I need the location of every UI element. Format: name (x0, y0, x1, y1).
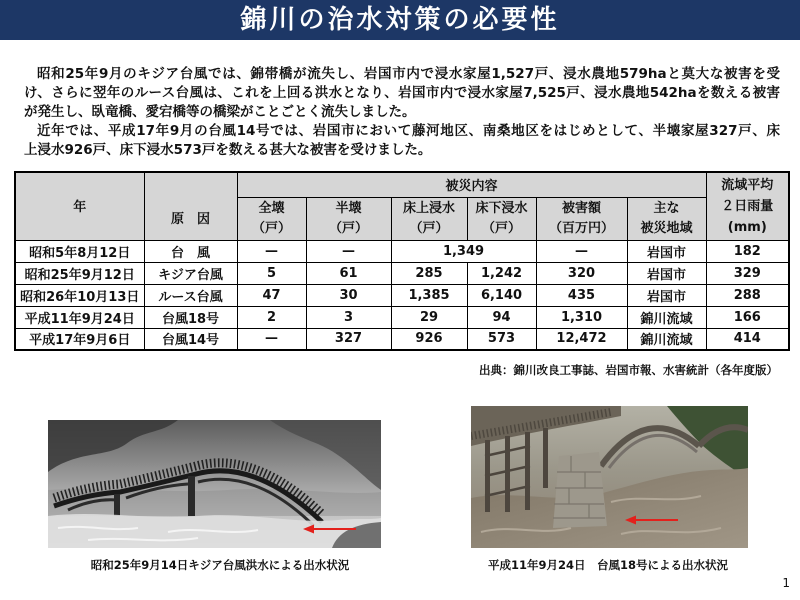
column-group-damage: 被災内容 (237, 172, 706, 197)
column-header-rainfall (706, 172, 789, 240)
intro-line: が発生し、臥竜橋、愛宕橋等の橋梁がことごとく流失しました。 (24, 104, 416, 120)
table-header-row (15, 172, 789, 197)
cell-date: 昭和26年10月13日 (15, 284, 144, 306)
cell-half-destroyed: 3 (306, 306, 391, 328)
cell-date: 平成17年9月6日 (15, 328, 144, 350)
table-row (15, 328, 789, 350)
source-note: 出典：錦川改良工事誌、岩国市報、水害統計（各年度版） (479, 363, 778, 377)
cell-area: 錦川流域 (627, 306, 706, 328)
column-header-cause: 原 因 (144, 172, 237, 240)
wooden-leg (505, 436, 510, 512)
stone-pier (553, 452, 607, 528)
cell-date: 昭和25年9月12日 (15, 262, 144, 284)
cell-half-destroyed: 61 (306, 262, 391, 284)
cell-area: 岩国市 (627, 262, 706, 284)
photo-caption: 昭和25年9月14日キジア台風洪水による出水状況 (90, 558, 350, 572)
intro-line: 上浸水926戸、床下浸水573戸を数える甚大な被害を受けました。 (24, 142, 432, 158)
cell-cause: 台 風 (144, 240, 237, 262)
column-label: 被害額 (561, 200, 601, 216)
page-number: 1 (782, 576, 790, 590)
photo-caption: 平成11年9月24日 台風18号による出水状況 (487, 558, 728, 572)
cell-above-floor: 926 (391, 328, 467, 350)
flood-damage-table (14, 171, 790, 351)
cell-area: 岩国市 (627, 240, 706, 262)
cell-rainfall: 414 (706, 328, 789, 350)
column-header-area (627, 197, 706, 240)
rainfall-header-line: ２日雨量 (721, 198, 774, 214)
intro-line: 昭和25年9月のキジア台風では、錦帯橋が流失し、岩国市内で浸水家屋1,527戸、浸水農地579haと莫大な被害を受 (37, 66, 780, 82)
rainfall-header-unit: (mm) (727, 219, 767, 235)
cell-destroyed: — (237, 328, 306, 350)
table-row (15, 240, 789, 262)
cell-damage-amount: 12,472 (536, 328, 627, 350)
column-label: 半壊 (335, 200, 362, 216)
column-unit: （戸） (409, 220, 449, 236)
column-header-destroyed (237, 197, 306, 240)
cell-area: 岩国市 (627, 284, 706, 306)
column-header-below-floor (467, 197, 536, 240)
column-unit: （戸） (481, 220, 521, 236)
cell-cause: 台風14号 (144, 328, 237, 350)
cell-above-floor: 29 (391, 306, 467, 328)
photo-kijia-typhoon-flood (48, 420, 381, 548)
wooden-leg (543, 428, 548, 488)
wooden-leg (525, 432, 530, 510)
table-row (15, 306, 789, 328)
column-label: 被災地域 (640, 220, 693, 236)
cell-date: 昭和5年8月12日 (15, 240, 144, 262)
photo-typhoon18-flood (471, 406, 748, 548)
cell-damage-amount: 1,310 (536, 306, 627, 328)
cell-rainfall: 329 (706, 262, 789, 284)
cell-area: 錦川流域 (627, 328, 706, 350)
rainfall-header-line: 流域平均 (721, 177, 774, 193)
cell-above-floor: 1,385 (391, 284, 467, 306)
cell-half-destroyed: — (306, 240, 391, 262)
column-header-year: 年 (15, 172, 144, 240)
bridge-pier (188, 476, 195, 516)
cell-damage-amount: 320 (536, 262, 627, 284)
cell-half-destroyed: 327 (306, 328, 391, 350)
cell-destroyed: 47 (237, 284, 306, 306)
table-row (15, 284, 789, 306)
cell-date: 平成11年9月24日 (15, 306, 144, 328)
column-header-damage-amount (536, 197, 627, 240)
column-header-above-floor (391, 197, 467, 240)
cell-below-floor: 1,242 (467, 262, 536, 284)
column-header-half-destroyed (306, 197, 391, 240)
table-row (15, 262, 789, 284)
column-label: 床上浸水 (402, 200, 455, 216)
cell-damage-amount: — (536, 240, 627, 262)
cell-cause: 台風18号 (144, 306, 237, 328)
column-label: 床下浸水 (475, 200, 528, 216)
cell-rainfall: 166 (706, 306, 789, 328)
cell-half-destroyed: 30 (306, 284, 391, 306)
cell-rainfall: 288 (706, 284, 789, 306)
cell-destroyed: 5 (237, 262, 306, 284)
cell-damage-amount: 435 (536, 284, 627, 306)
header-bar (0, 0, 800, 40)
column-label: 主な (653, 200, 680, 216)
intro-line: け、さらに翌年のルース台風は、これを上回る洪水となり、岩国市内で浸水家屋7,525戸、浸水農地542haを数える被害 (24, 85, 780, 101)
column-label: 全壊 (258, 200, 285, 216)
cell-destroyed: — (237, 240, 306, 262)
cell-destroyed: 2 (237, 306, 306, 328)
intro-line: 近年では、平成17年9月の台風14号では、岩国市において藤河地区、南桑地区をはじめとして、半壊家屋327戸、床 (37, 123, 780, 139)
column-unit: （戸） (328, 220, 368, 236)
cell-cause: ルース台風 (144, 284, 237, 306)
cell-cause: キジア台風 (144, 262, 237, 284)
cell-above-floor: 285 (391, 262, 467, 284)
cell-below-floor: 6,140 (467, 284, 536, 306)
cell-below-floor: 94 (467, 306, 536, 328)
intro-text (24, 65, 780, 160)
column-unit: （百万円） (548, 220, 614, 236)
cell-below-floor: 573 (467, 328, 536, 350)
cell-inundation-total: 1,349 (391, 240, 536, 262)
bridge-pier (114, 494, 120, 516)
page-title: 錦川の治水対策の必要性 (240, 5, 560, 35)
cell-rainfall: 182 (706, 240, 789, 262)
column-unit: （戸） (251, 220, 291, 236)
